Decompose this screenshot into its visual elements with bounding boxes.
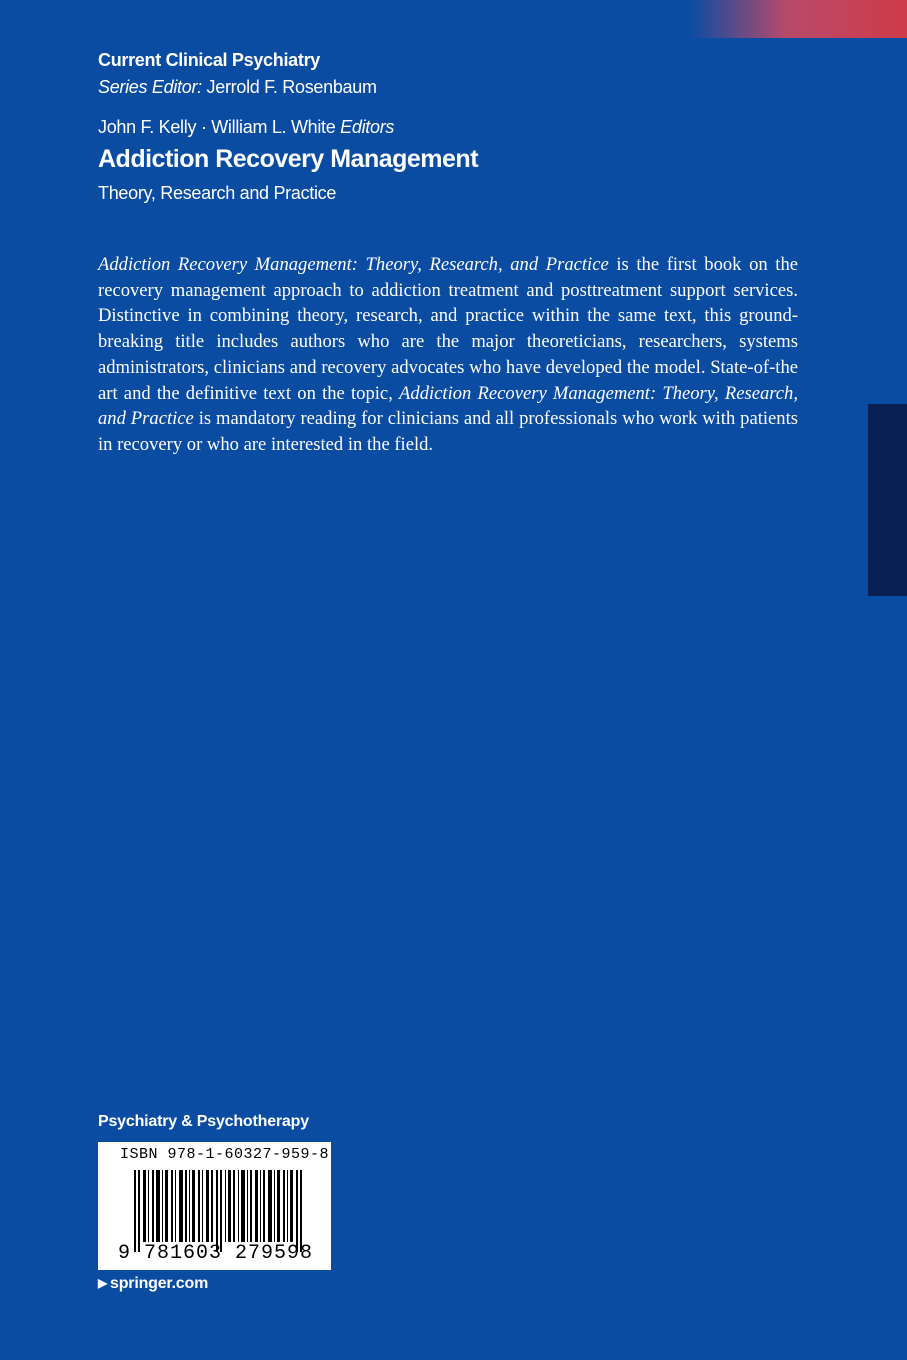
subject-category: Psychiatry & Psychotherapy — [98, 1113, 309, 1130]
series-block — [98, 48, 377, 102]
book-subtitle: Theory, Research and Practice — [98, 183, 337, 203]
description-text-2: is mandatory reading for clinicians and all professionals who work with patients in recovery or who are interested in the field. — [98, 408, 798, 455]
barcode-digits: 9 781603 279598 — [118, 1242, 314, 1265]
series-title: Current Clinical Psychiatry — [98, 50, 320, 70]
triangle-right-icon: ▶ — [98, 1276, 108, 1290]
book-title: Addiction Recovery Management — [98, 145, 479, 173]
series-editor-name: Jerrold F. Rosenbaum — [201, 77, 377, 97]
description-title-italic-2: Addiction Recovery Management: Theory, Research, and Practice — [98, 382, 798, 430]
isbn-barcode — [98, 1142, 331, 1270]
publisher-website[interactable] — [98, 1275, 208, 1293]
series-editor-label: Series Editor: — [98, 77, 202, 97]
barcode-bars — [134, 1170, 304, 1252]
website-text[interactable]: springer.com — [110, 1275, 209, 1292]
editor-names: John F. Kelly · William L. White — [98, 117, 341, 137]
isbn-label: ISBN 978-1-60327-959-8 — [120, 1146, 330, 1163]
book-editors — [98, 114, 394, 140]
side-tab-marker — [868, 404, 907, 596]
series-editor — [98, 72, 377, 102]
top-color-strip — [690, 0, 907, 38]
book-description — [98, 252, 798, 458]
description-text-1: is the first book on the recovery management approach to addiction treatment and posttreatment support services. Distinctive in combining theory, research, and practice within the same text, this ground-breaking title includes authors who are the major theoreticians, researchers, systems administrators, clinicians and recovery advocates who have developed the model. State-of-the art and the definitive text on the topic, — [98, 254, 798, 404]
description-title-italic: Addiction Recovery Management: Theory, Research, and Practice — [98, 254, 609, 275]
editors-label: Editors — [340, 117, 395, 137]
